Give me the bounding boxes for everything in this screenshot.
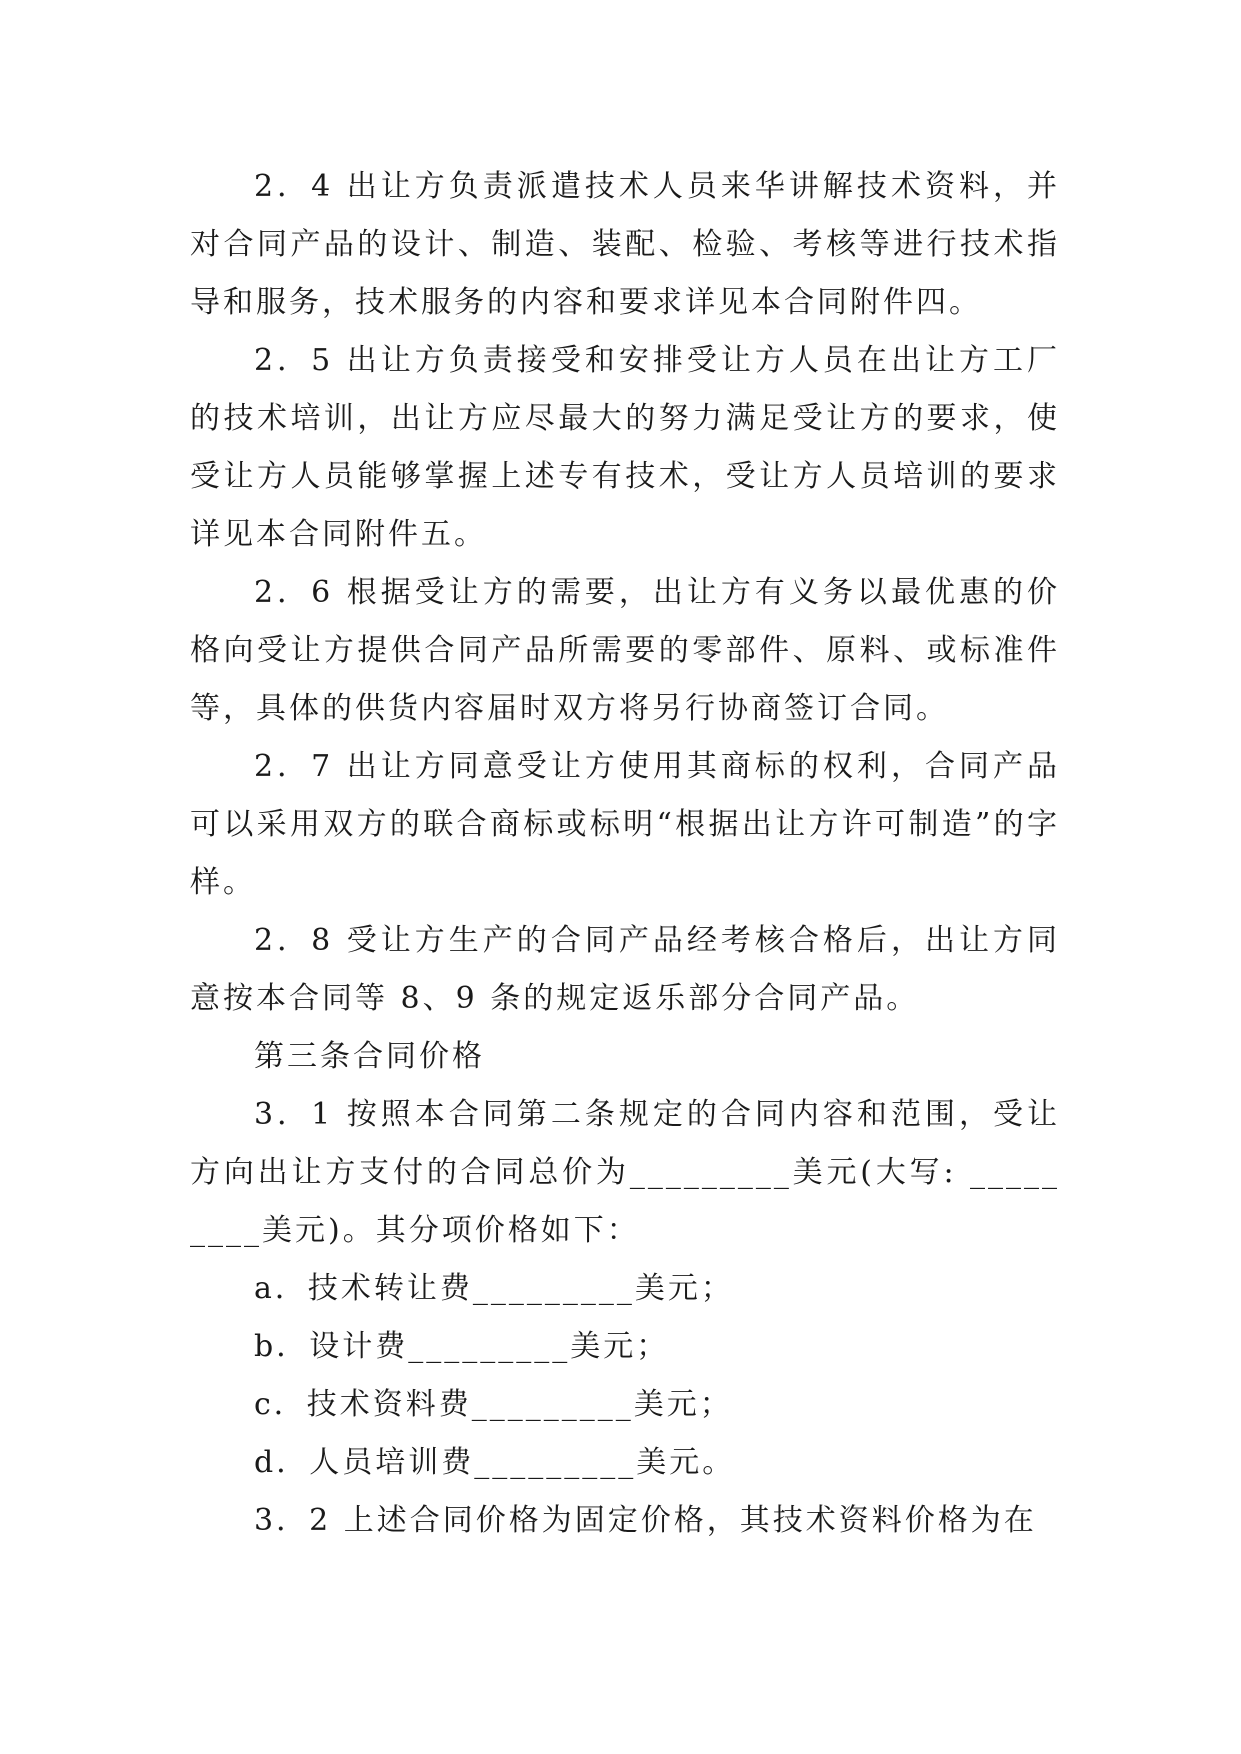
paragraph-2-7: 2．7 出让方同意受让方使用其商标的权利，合同产品可以采用双方的联合商标或标明“根据出让方许可制造”的字样。 — [190, 749, 1060, 900]
price-item-d: d．人员培训费_________美元。 — [254, 1445, 736, 1480]
paragraph-3-2: 3．2 上述合同价格为固定价格，其技术资料价格为在 — [254, 1503, 1037, 1538]
paragraph-2-8: 2．8 受让方生产的合同产品经考核合格后，出让方同意按本合同等 8、9 条的规定返乐部分合同产品。 — [190, 923, 1060, 1016]
price-item-a: a．技术转让费_________美元； — [254, 1271, 734, 1306]
paragraph-2-5: 2．5 出让方负责接受和安排受让方人员在出让方工厂的技术培训，出让方应尽最大的努力满足受让方的要求，使受让方人员能够掌握上述专有技术，受让方人员培训的要求详见本合同附件五。 — [190, 343, 1060, 552]
paragraph-2-4: 2．4 出让方负责派遣技术人员来华讲解技术资料，并对合同产品的设计、制造、装配、检验、考核等进行技术指导和服务，技术服务的内容和要求详见本合同附件四。 — [190, 169, 1060, 320]
price-item-b: b．设计费_________美元； — [254, 1329, 670, 1364]
price-item-c: c．技术资料费_________美元； — [254, 1387, 733, 1422]
paragraph-3-1: 3．1 按照本合同第二条规定的合同内容和范围，受让方向出让方支付的合同总价为_________美元(大写: _________美元)。其分项价格如下： — [190, 1097, 1060, 1248]
document-body — [190, 158, 1060, 1550]
paragraph-2-6: 2．6 根据受让方的需要，出让方有义务以最优惠的价格向受让方提供合同产品所需要的零部件、原料、或标准件等，具体的供货内容届时双方将另行协商签订合同。 — [190, 575, 1060, 726]
section-heading: 第三条合同价格 — [254, 1039, 485, 1074]
